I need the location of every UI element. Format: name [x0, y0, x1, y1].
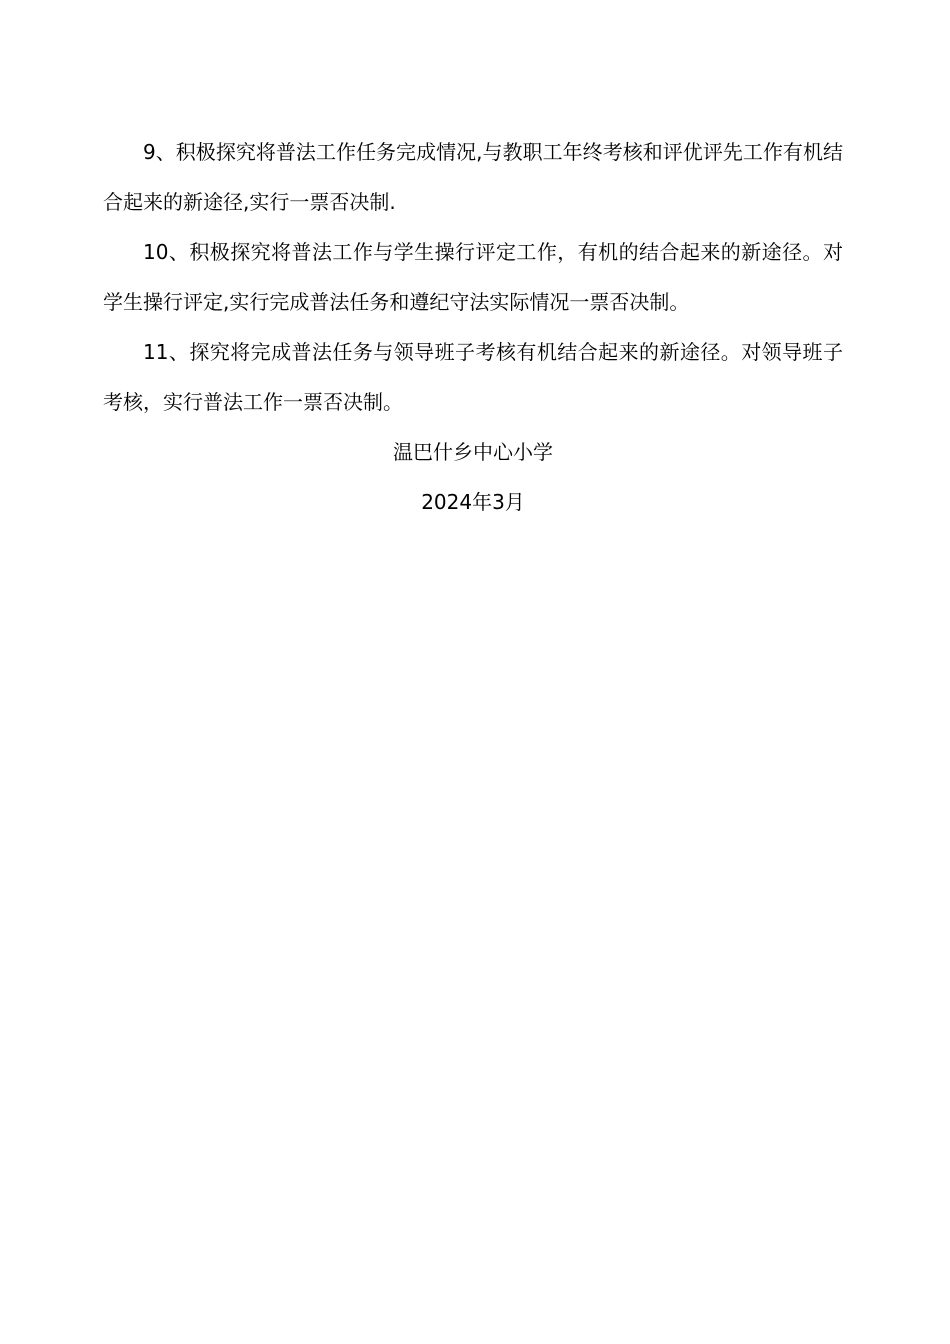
paragraph-item-10: 10、积极探究将普法工作与学生操行评定工作，有机的结合起来的新途径。对学生操行评定,实行完成普法任务和遵纪守法实际情况一票否决制。	[103, 240, 843, 314]
document-body	[103, 127, 843, 527]
paragraph-item-11: 11、探究将完成普法任务与领导班子考核有机结合起来的新途径。对领导班子考核，实行普法工作一票否决制。	[103, 340, 843, 414]
signature-organization: 温巴什乡中心小学	[393, 440, 553, 464]
signature-date: 2024年3月	[421, 490, 525, 514]
paragraph-item-9: 9、积极探究将普法工作任务完成情况,与教职工年终考核和评优评先工作有机结合起来的新途径,实行一票否决制.	[103, 140, 843, 214]
